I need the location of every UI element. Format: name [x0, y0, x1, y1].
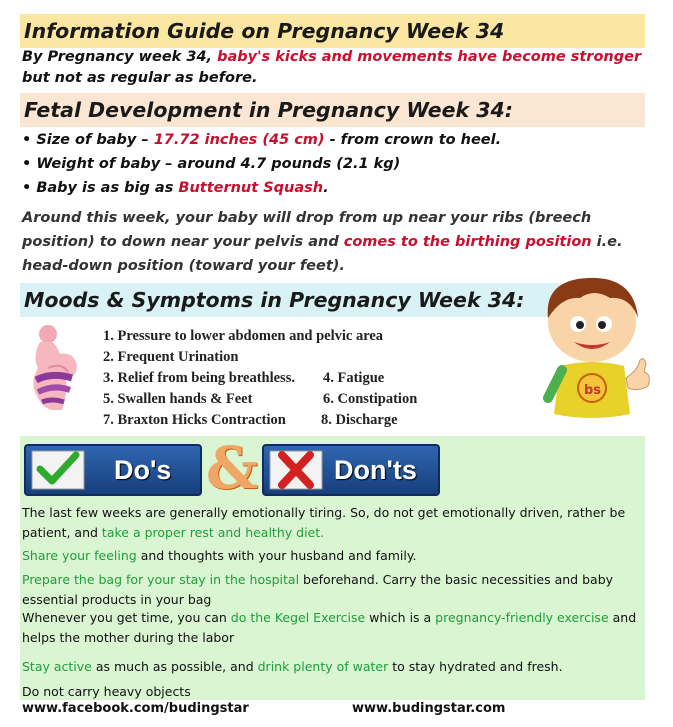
- checkmark-icon: [30, 449, 86, 491]
- big-label: • Baby is as big as: [22, 180, 179, 196]
- symptom-4: 4. Fatigue: [323, 370, 385, 386]
- fetal-list: [22, 128, 652, 200]
- facebook-link[interactable]: www.facebook.com/budingstar: [22, 701, 249, 716]
- symptom-8: 8. Discharge: [321, 412, 398, 428]
- tip4-highlight-2: pregnancy-friendly exercise: [435, 610, 609, 625]
- tip3-text: beforehand. Carry the basic necessities and baby essential products in your bag: [22, 572, 614, 607]
- tip-emotional: [22, 503, 644, 543]
- intro-text: By Pregnancy week 34,: [22, 49, 218, 65]
- cross-icon: [268, 449, 324, 491]
- tip5-highlight-2: drink plenty of water: [257, 659, 389, 674]
- intro-highlight: baby's kicks and movements have become stronger: [217, 49, 642, 65]
- moods-heading-banner: [20, 283, 580, 317]
- tip4-text-2: which is a: [365, 610, 436, 625]
- tip1-highlight: take a proper rest and healthy diet.: [101, 525, 325, 540]
- tip-heavy-objects: Do not carry heavy objects: [22, 684, 191, 699]
- symptom-1: 1. Pressure to lower abdomen and pelvic area: [103, 328, 384, 344]
- pregnant-woman-illustration: [22, 322, 84, 414]
- donts-badge: [262, 444, 440, 496]
- tip2-text: and thoughts with your husband and family.: [136, 548, 417, 563]
- intro-text-2: but not as regular as before.: [22, 70, 258, 86]
- tip5-highlight-1: Stay active: [22, 659, 92, 674]
- size-label: • Size of baby –: [22, 132, 154, 148]
- svg-text:bs: bs: [584, 383, 602, 398]
- moods-heading: Moods & Symptoms in Pregnancy Week 34:: [24, 288, 525, 312]
- title-banner: [20, 14, 645, 48]
- dos-label: Do's: [114, 455, 172, 485]
- symptom-5: 5. Swallen hands & Feet: [103, 391, 253, 407]
- intro-paragraph: [22, 47, 647, 89]
- fetal-heading: Fetal Development in Pregnancy Week 34:: [24, 98, 513, 122]
- fetal-size-compare-item: [22, 176, 652, 200]
- symptom-3: 3. Relief from being breathless.: [103, 370, 295, 386]
- tip-kegel: [22, 608, 644, 648]
- tip4-highlight-1: do the Kegel Exercise: [230, 610, 366, 625]
- tip1-text: The last few weeks are generally emotionally tiring. So, do not get emotionally driven, rather be patient, and: [22, 505, 626, 540]
- ampersand-symbol: &: [205, 434, 259, 502]
- tip-active: [22, 657, 644, 677]
- symptom-2: 2. Frequent Urination: [103, 349, 239, 365]
- fetal-size-item: [22, 128, 652, 152]
- fetal-weight-item: • Weight of baby – around 4.7 pounds (2.1 kg): [22, 156, 401, 172]
- tip4-text-1: Whenever you get time, you can: [22, 610, 231, 625]
- tip3-highlight: Prepare the bag for your stay in the hospital: [22, 572, 300, 587]
- fetal-heading-banner: [20, 93, 645, 127]
- website-link[interactable]: www.budingstar.com: [352, 701, 506, 716]
- cartoon-boy-illustration: [534, 274, 652, 426]
- big-suffix: .: [323, 180, 329, 196]
- symptom-6: 6. Constipation: [323, 391, 418, 407]
- tip-bag: [22, 570, 644, 610]
- size-value: 17.72 inches (45 cm): [153, 132, 325, 148]
- tip5-text-1: as much as possible, and: [91, 659, 258, 674]
- donts-label: Don'ts: [334, 455, 417, 485]
- position-paragraph: [22, 206, 652, 278]
- tip-share: [22, 546, 644, 566]
- big-value: Butternut Squash: [178, 180, 324, 196]
- page-title: Information Guide on Pregnancy Week 34: [24, 19, 505, 43]
- dos-badge: [24, 444, 202, 496]
- tip5-text-2: to stay hydrated and fresh.: [388, 659, 563, 674]
- tip2-highlight: Share your feeling: [22, 548, 137, 563]
- size-suffix: - from crown to heel.: [324, 132, 502, 148]
- drop-highlight: comes to the birthing position: [343, 234, 592, 250]
- tip4-text-3: and helps the mother during the labor: [22, 610, 637, 645]
- symptom-7: 7. Braxton Hicks Contraction: [103, 412, 286, 428]
- drop-text-1: Around this week, your baby will drop from up near your ribs (breech position) to down near your pelvis and: [22, 210, 592, 250]
- drop-text-2: i.e. head-down position (toward your feet).: [22, 234, 623, 274]
